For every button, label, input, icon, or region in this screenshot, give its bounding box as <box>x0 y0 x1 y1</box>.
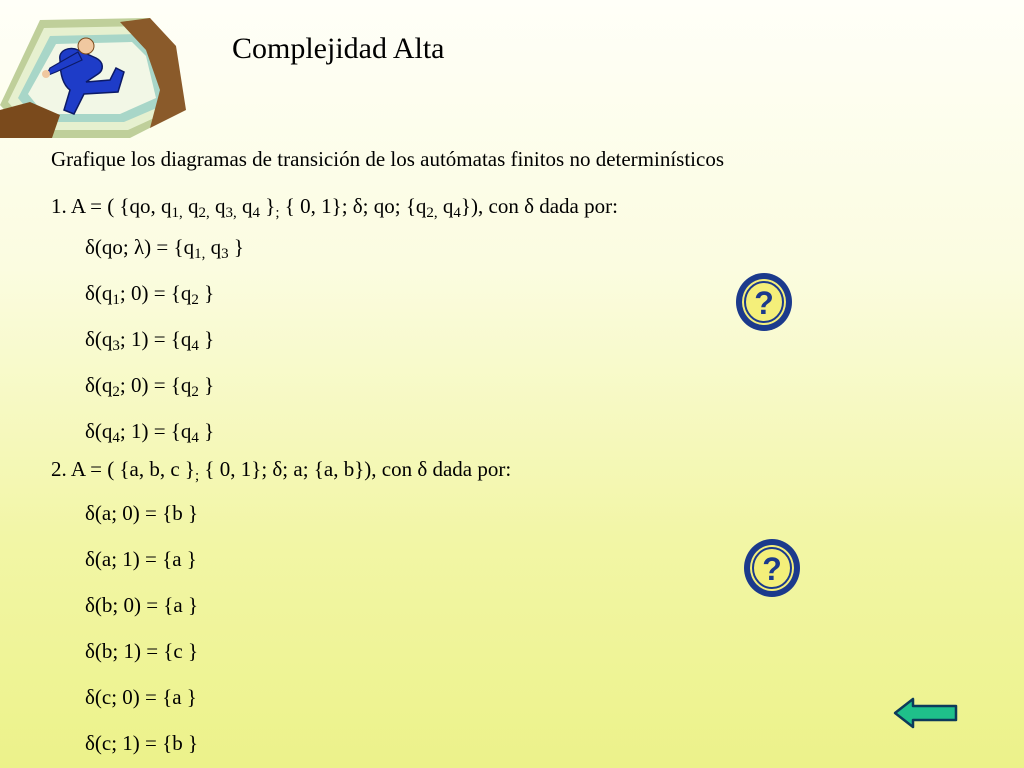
transition-rule: $\delta(q_3$; $1) = \{q_4$ } <box>85 327 215 354</box>
problem-1-definition: 1. A = ( {qo, $q_{1,}$ $q_{2,}$ $q_{3,}$ $q_4$ }$_;$ { 0, 1}; δ; qo; {$q_{2,}$ $q_4$}), con δ dada por: <box>51 194 618 221</box>
transition-rule: $\delta(q_4$; $1) = \{q_4$ } <box>85 419 215 446</box>
transition-rule: δ(b; 1) = {c } <box>85 639 199 663</box>
transition-rule: δ(qo; $\lambda) = \{q_{1,}$ $q_3$ } <box>85 235 244 262</box>
transition-rule: $\delta(q_2$; $0) = \{q_2$ } <box>85 373 215 400</box>
back-button[interactable] <box>893 697 959 729</box>
problem-2-definition: 2. A = ( {a, b, c }$_;$ { 0, 1}; δ; a; {a, b}), con δ dada por: <box>51 457 512 484</box>
transition-rule: δ(a; 1) = {a } <box>85 547 197 571</box>
question-mark-icon <box>734 271 794 333</box>
transition-rule: δ(c; 1) = {b } <box>85 731 199 755</box>
back-arrow-icon <box>893 697 959 729</box>
transition-rule: $\delta(q_1$; $0) = \{q_2$ } <box>85 281 215 308</box>
question-mark-icon <box>742 537 802 599</box>
slide-title: Complejidad Alta <box>232 32 445 65</box>
instructions-text: Grafique los diagramas de transición de los autómatas finitos no determinísticos <box>51 147 725 171</box>
climber-clipart <box>0 10 190 140</box>
svg-text:?: ? <box>754 285 774 321</box>
transition-rule: δ(c; 0) = {a } <box>85 685 197 709</box>
help-button-2[interactable] <box>742 537 802 599</box>
transition-rule: δ(b; 0) = {a } <box>85 593 199 617</box>
transition-rule: δ(a; 0) = {b } <box>85 501 199 525</box>
svg-text:?: ? <box>762 551 782 587</box>
help-button-1[interactable] <box>734 271 794 333</box>
